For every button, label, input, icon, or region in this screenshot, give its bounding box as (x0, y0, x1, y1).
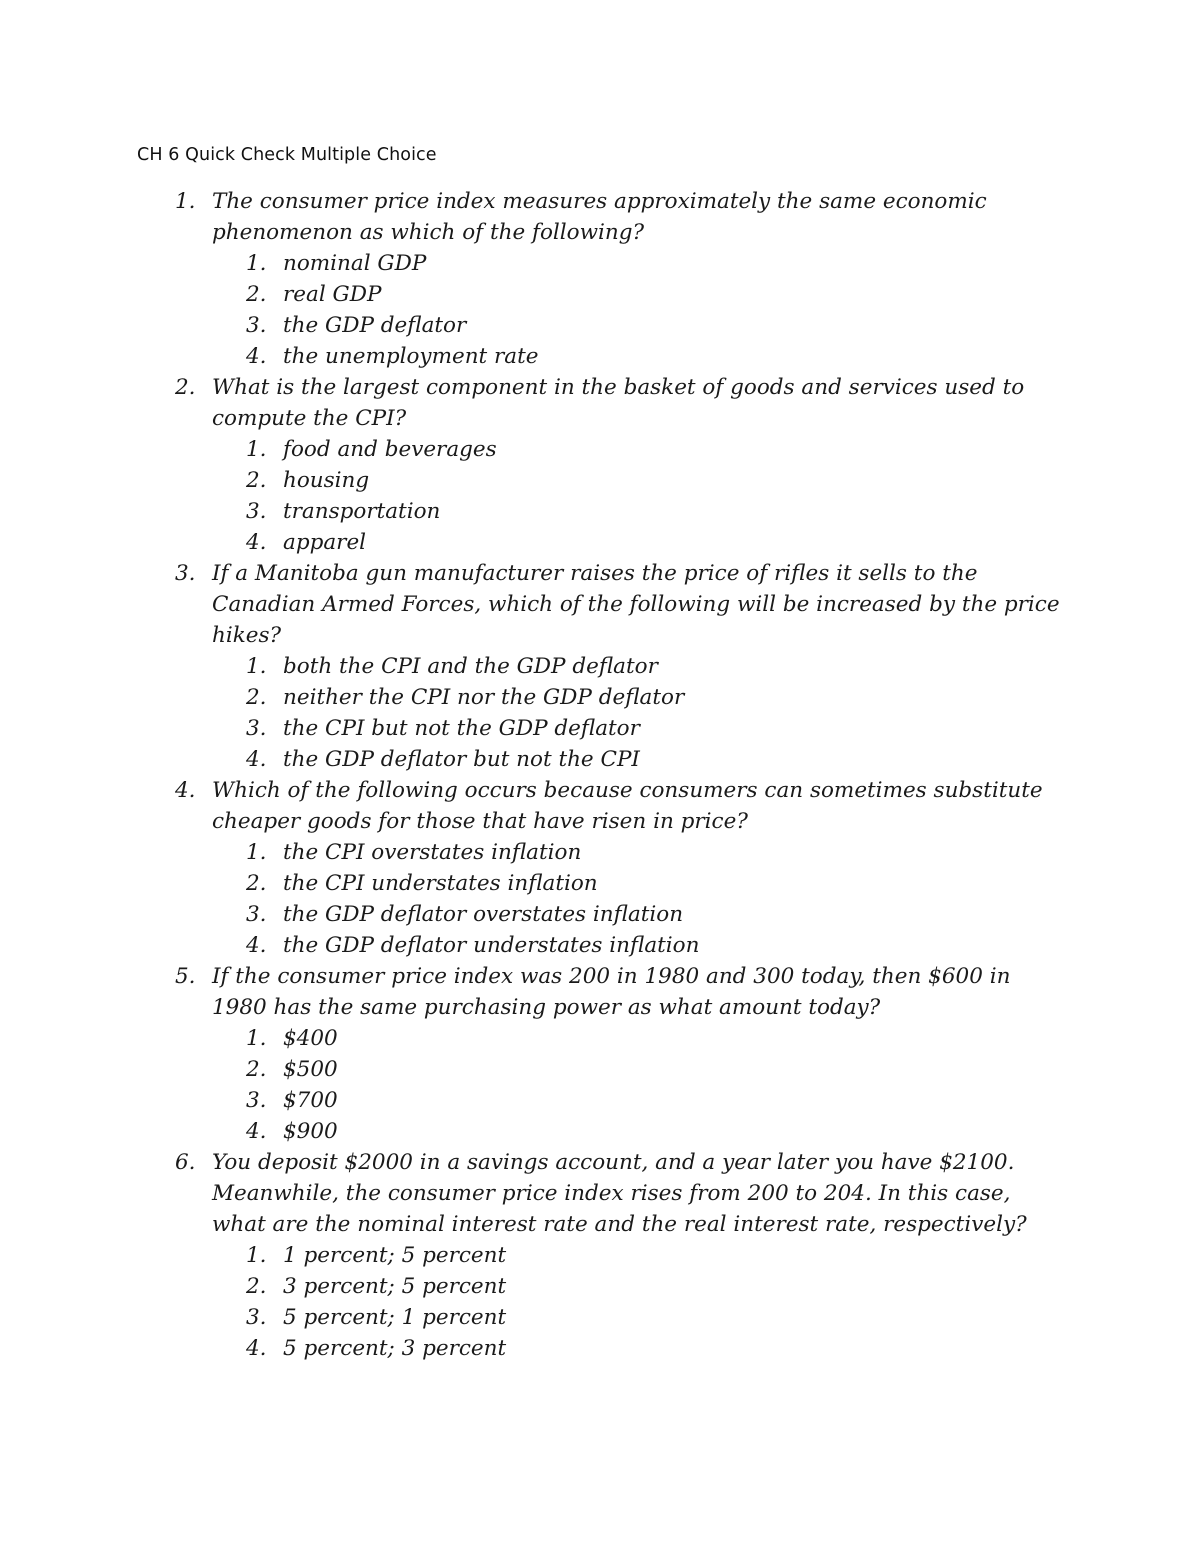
choice-number: 4. (246, 530, 267, 555)
question-text: You deposit $2000 in a savings account, and a year later you have $2100. Meanwhile, the consumer price index rises from 200 to 204. In this case, what are the nominal interest rate and the real interest rate, respectively? (212, 1150, 1027, 1237)
question-number: 3. (175, 561, 196, 586)
choice-text: transportation (283, 499, 441, 524)
choice-item (0, 1054, 1070, 1085)
choice-item (0, 682, 1070, 713)
choice-text: the GDP deflator understates inflation (283, 933, 700, 958)
choice-number: 2. (246, 468, 267, 493)
choice-list (212, 434, 1070, 558)
choice-item (0, 434, 1070, 465)
choice-text: housing (283, 468, 370, 493)
choice-number: 3. (246, 499, 267, 524)
choice-text: the CPI understates inflation (283, 871, 598, 896)
choice-number: 4. (246, 344, 267, 369)
choice-text: 1 percent; 5 percent (283, 1243, 507, 1268)
choice-number: 2. (246, 871, 267, 896)
choice-number: 2. (246, 1057, 267, 1082)
choice-text: the CPI overstates inflation (283, 840, 582, 865)
choice-item (0, 1023, 1070, 1054)
choice-item (0, 465, 1070, 496)
choice-text: the GDP deflator (283, 313, 467, 338)
question-number: 4. (175, 778, 196, 803)
choice-item (0, 248, 1070, 279)
choice-item (0, 279, 1070, 310)
choice-number: 3. (246, 1088, 267, 1113)
choice-text: the unemployment rate (283, 344, 539, 369)
choice-text: 5 percent; 3 percent (283, 1336, 507, 1361)
choice-item (0, 341, 1070, 372)
choice-number: 1. (246, 654, 267, 679)
question-number: 6. (175, 1150, 196, 1175)
question-number: 5. (175, 964, 196, 989)
choice-number: 2. (246, 1274, 267, 1299)
choice-item (0, 1085, 1070, 1116)
choice-item (0, 651, 1070, 682)
question-list (0, 186, 1200, 1364)
choice-item (0, 930, 1070, 961)
question-2 (0, 372, 1200, 558)
choice-text: neither the CPI nor the GDP deflator (283, 685, 685, 710)
choice-text: $900 (283, 1119, 338, 1144)
choice-text: $700 (283, 1088, 338, 1113)
choice-number: 2. (246, 282, 267, 307)
choice-number: 3. (246, 902, 267, 927)
choice-number: 4. (246, 1119, 267, 1144)
choice-text: the GDP deflator overstates inflation (283, 902, 684, 927)
choice-text: real GDP (283, 282, 382, 307)
choice-item (0, 1302, 1070, 1333)
question-text: The consumer price index measures approximately the same economic phenomenon as which of the following? (212, 189, 987, 245)
question-5 (0, 961, 1200, 1147)
choice-text: $400 (283, 1026, 338, 1051)
choice-item (0, 1116, 1070, 1147)
choice-number: 2. (246, 685, 267, 710)
question-1 (0, 186, 1200, 372)
choice-text: the CPI but not the GDP deflator (283, 716, 640, 741)
question-text: What is the largest component in the basket of goods and services used to compute the CPI? (212, 375, 1025, 431)
choice-number: 4. (246, 747, 267, 772)
choice-item (0, 713, 1070, 744)
question-3 (0, 558, 1200, 775)
choice-item (0, 496, 1070, 527)
question-text: If the consumer price index was 200 in 1980 and 300 today, then $600 in 1980 has the same purchasing power as what amount today? (212, 964, 1011, 1020)
choice-number: 3. (246, 1305, 267, 1330)
question-text: Which of the following occurs because consumers can sometimes substitute cheaper goods for those that have risen in price? (212, 778, 1043, 834)
question-number: 1. (175, 189, 196, 214)
choice-number: 1. (246, 437, 267, 462)
choice-number: 3. (246, 313, 267, 338)
document-title: CH 6 Quick Check Multiple Choice (137, 145, 437, 165)
choice-number: 1. (246, 1243, 267, 1268)
choice-number: 4. (246, 933, 267, 958)
choice-number: 1. (246, 251, 267, 276)
choice-item (0, 899, 1070, 930)
choice-list (212, 1240, 1070, 1364)
choice-list (212, 248, 1070, 372)
choice-item (0, 868, 1070, 899)
choice-text: food and beverages (283, 437, 497, 462)
choice-item (0, 310, 1070, 341)
question-number: 2. (175, 375, 196, 400)
choice-text: the GDP deflator but not the CPI (283, 747, 640, 772)
choice-item (0, 1240, 1070, 1271)
choice-text: 3 percent; 5 percent (283, 1274, 507, 1299)
choice-number: 3. (246, 716, 267, 741)
question-6 (0, 1147, 1200, 1364)
choice-text: $500 (283, 1057, 338, 1082)
choice-number: 1. (246, 840, 267, 865)
choice-number: 1. (246, 1026, 267, 1051)
question-text: If a Manitoba gun manufacturer raises the price of rifles it sells to the Canadian Armed Forces, which of the following will be increased by the price hikes? (212, 561, 1060, 648)
choice-list (212, 1023, 1070, 1147)
choice-item (0, 837, 1070, 868)
choice-text: apparel (283, 530, 367, 555)
choice-text: both the CPI and the GDP deflator (283, 654, 658, 679)
choice-item (0, 744, 1070, 775)
choice-text: 5 percent; 1 percent (283, 1305, 507, 1330)
choice-item (0, 527, 1070, 558)
choice-item (0, 1271, 1070, 1302)
choice-list (212, 651, 1070, 775)
choice-item (0, 1333, 1070, 1364)
choice-list (212, 837, 1070, 961)
question-4 (0, 775, 1200, 961)
choice-text: nominal GDP (283, 251, 427, 276)
choice-number: 4. (246, 1336, 267, 1361)
